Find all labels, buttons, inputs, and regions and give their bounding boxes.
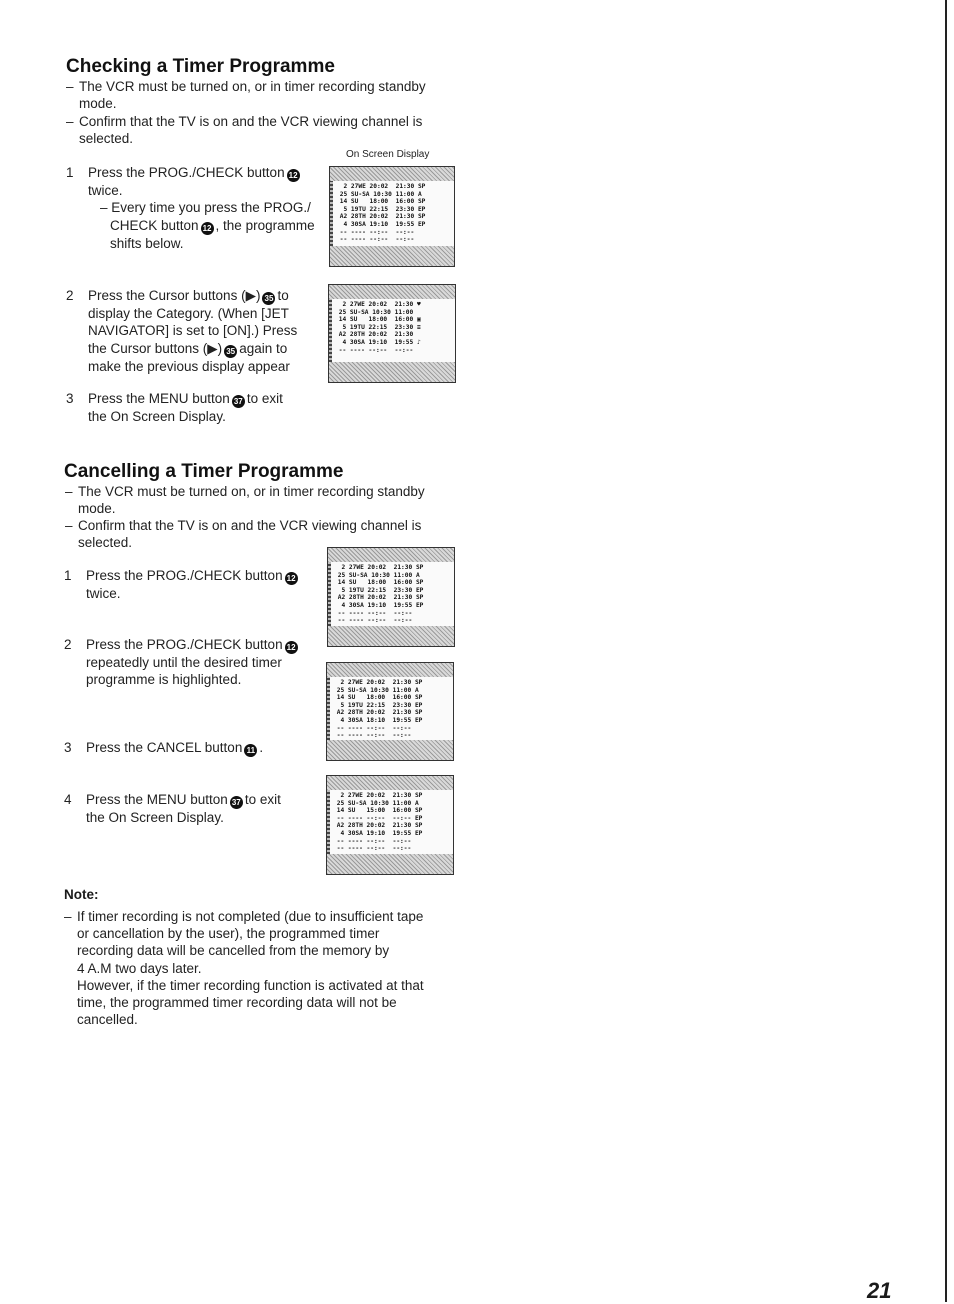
step-text: make the previous display appear <box>88 358 290 374</box>
osd-timer-rows: 2 27WE 20:02 21:30 SP 25 SU-SA 10:30 11:00 A 14 SU 18:00 16:00 SP 5 19TU 22:15 23:30 EP A2 28TH 20:02 21:30 SP 4 30SA 18:10 19:55 EP -- ---- --:-- --:-- -- ---- --:-- --:-- <box>336 679 423 740</box>
note-line: However, if the timer recording function is activated at that <box>77 977 424 993</box>
note-line: or cancellation by the user), the programmed timer <box>77 926 380 942</box>
osd-header-bar <box>327 776 453 790</box>
section-title-checking: Checking a Timer Programme <box>66 56 335 77</box>
dash-marker: – <box>64 909 72 924</box>
page-edge-rule <box>945 0 947 1302</box>
step-subtext: – Every time you press the PROG./ <box>100 200 311 216</box>
step-number: 2 <box>66 288 74 303</box>
step-text: twice. <box>86 586 121 601</box>
cancelling-step-4 <box>64 791 324 826</box>
osd-left-edge <box>328 562 331 626</box>
step-text: the On Screen Display. <box>86 810 224 825</box>
cancelling-intro-2-text: Confirm that the TV is on and the VCR viewing channel is selected. <box>78 518 422 551</box>
checking-intro-2-text: Confirm that the TV is on and the VCR viewing channel is selected. <box>79 114 423 147</box>
step-text: Press the PROG./CHECK button <box>86 568 283 583</box>
menu-button-icon: 37 <box>230 796 243 809</box>
prog-check-button-icon: 12 <box>201 222 214 235</box>
checking-step-3 <box>66 390 326 425</box>
step-subtext: shifts below. <box>110 235 184 251</box>
osd-footer-bar <box>329 362 455 382</box>
step-text: NAVIGATOR] is set to [ON].) Press <box>88 323 298 339</box>
checking-step-1 <box>66 164 326 252</box>
osd-header-bar <box>328 548 454 562</box>
note-line: 4 A.M two days later. <box>77 960 202 976</box>
step-text: Press the MENU button <box>86 792 228 807</box>
step-text: to exit <box>246 391 283 406</box>
cursor-button-icon: 35 <box>262 292 275 305</box>
dash-marker: – <box>65 518 73 533</box>
dash-marker: – <box>66 79 74 94</box>
step-text: . <box>259 740 264 755</box>
osd-screen-highlighted <box>326 662 454 761</box>
menu-button-icon: 37 <box>232 395 245 408</box>
step-text: Press the Cursor buttons (▶) <box>88 288 261 303</box>
osd-footer-bar <box>330 246 454 266</box>
step-text: Press the CANCEL button <box>86 740 243 755</box>
step-text: twice. <box>88 183 123 198</box>
osd-timer-rows: 2 27WE 20:02 21:30 ♥ 25 SU-SA 10:30 11:00 14 SU 18:00 16:00 ▣ 5 19TU 22:15 23:30 ≡ A2 28TH 20:02 21:30 4 30SA 19:10 19:55 ♪ -- ---- --:-- --:-- <box>338 301 421 354</box>
step-text: repeatedly until the desired timer <box>86 655 282 670</box>
checking-intro-2 <box>66 113 456 147</box>
step-text: Press the PROG./CHECK button <box>86 637 283 652</box>
osd-screen-after-cancel <box>326 775 454 875</box>
osd-header-bar <box>329 285 455 299</box>
step-number: 1 <box>64 568 72 583</box>
step-subtext: CHECK button <box>110 217 199 233</box>
osd-left-edge <box>327 790 330 854</box>
osd-caption: On Screen Display <box>346 149 430 160</box>
osd-screen-category <box>328 284 456 383</box>
note-heading: Note: <box>64 887 99 902</box>
osd-timer-rows: 2 27WE 20:02 21:30 SP 25 SU-SA 10:30 11:00 A 14 SU 18:00 16:00 SP 5 19TU 22:15 23:30 EP A2 28TH 20:02 21:30 SP 4 30SA 19:10 19:55 EP -- ---- --:-- --:-- -- ---- --:-- --:-- <box>337 564 424 625</box>
checking-intro-1 <box>66 78 456 112</box>
checking-intro-1-text: The VCR must be turned on, or in timer recording standby mode. <box>79 79 426 112</box>
osd-screen-cancel-list <box>327 547 455 647</box>
osd-screen-timer-list <box>329 166 455 267</box>
osd-footer-bar <box>328 626 454 646</box>
cancelling-step-1 <box>64 567 324 602</box>
cancel-button-icon: 11 <box>244 744 257 757</box>
step-text: the On Screen Display. <box>88 409 226 424</box>
dash-marker: – <box>65 484 73 499</box>
step-number: 4 <box>64 792 72 807</box>
step-number: 3 <box>66 391 74 406</box>
note-body <box>64 908 464 1028</box>
prog-check-button-icon: 12 <box>285 572 298 585</box>
osd-timer-rows: 2 27WE 20:02 21:30 SP 25 SU-SA 10:30 11:00 A 14 SU 18:00 16:00 SP 5 19TU 22:15 23:30 EP A2 28TH 20:02 21:30 SP 4 30SA 19:10 19:55 EP -- ---- --:-- --:-- -- ---- --:-- --:-- <box>339 183 426 244</box>
note-line: recording data will be cancelled from the memory by <box>77 943 390 959</box>
section-title-cancelling: Cancelling a Timer Programme <box>64 461 344 482</box>
step-subtext: , the programme <box>215 217 315 233</box>
step-number: 2 <box>64 637 72 652</box>
step-text: Press the MENU button <box>88 391 230 406</box>
note-line: cancelled. <box>77 1012 138 1028</box>
osd-timer-rows: 2 27WE 20:02 21:30 SP 25 SU-SA 10:30 11:00 A 14 SU 15:00 16:00 SP -- ---- --:-- --:-- EP A2 28TH 20:02 21:30 SP 4 30SA 19:10 19:55 EP -- ---- --:-- --:-- -- ---- --:-- --:-- <box>336 792 423 853</box>
step-text: the Cursor buttons (▶) <box>88 340 223 356</box>
step-text: display the Category. (When [JET <box>88 306 289 321</box>
checking-step-2 <box>66 287 326 375</box>
note-line: If timer recording is not completed (due to insufficient tape <box>77 909 424 924</box>
osd-header-bar <box>327 663 453 677</box>
osd-footer-bar <box>327 854 453 874</box>
osd-footer-bar <box>327 740 453 760</box>
cancelling-intro-1 <box>65 483 455 517</box>
osd-header-bar <box>330 167 454 181</box>
cursor-button-icon: 35 <box>224 345 237 358</box>
prog-check-button-icon: 12 <box>285 641 298 654</box>
step-text: Press the PROG./CHECK button <box>88 165 285 180</box>
osd-left-edge <box>330 181 333 246</box>
step-text: again to <box>239 340 288 356</box>
dash-marker: – <box>66 114 74 129</box>
step-text: programme is highlighted. <box>86 672 242 688</box>
prog-check-button-icon: 12 <box>287 169 300 182</box>
step-number: 1 <box>66 165 74 180</box>
page-number: 21 <box>867 1278 892 1303</box>
step-text: to exit <box>244 792 281 807</box>
step-text: to <box>277 288 289 303</box>
osd-left-edge <box>327 677 330 740</box>
cancelling-step-3 <box>64 739 324 757</box>
note-line: time, the programmed timer recording data will not be <box>77 995 397 1011</box>
osd-left-edge <box>329 299 332 362</box>
step-number: 3 <box>64 740 72 755</box>
cancelling-intro-1-text: The VCR must be turned on, or in timer recording standby mode. <box>78 484 425 517</box>
cancelling-step-2 <box>64 636 324 689</box>
